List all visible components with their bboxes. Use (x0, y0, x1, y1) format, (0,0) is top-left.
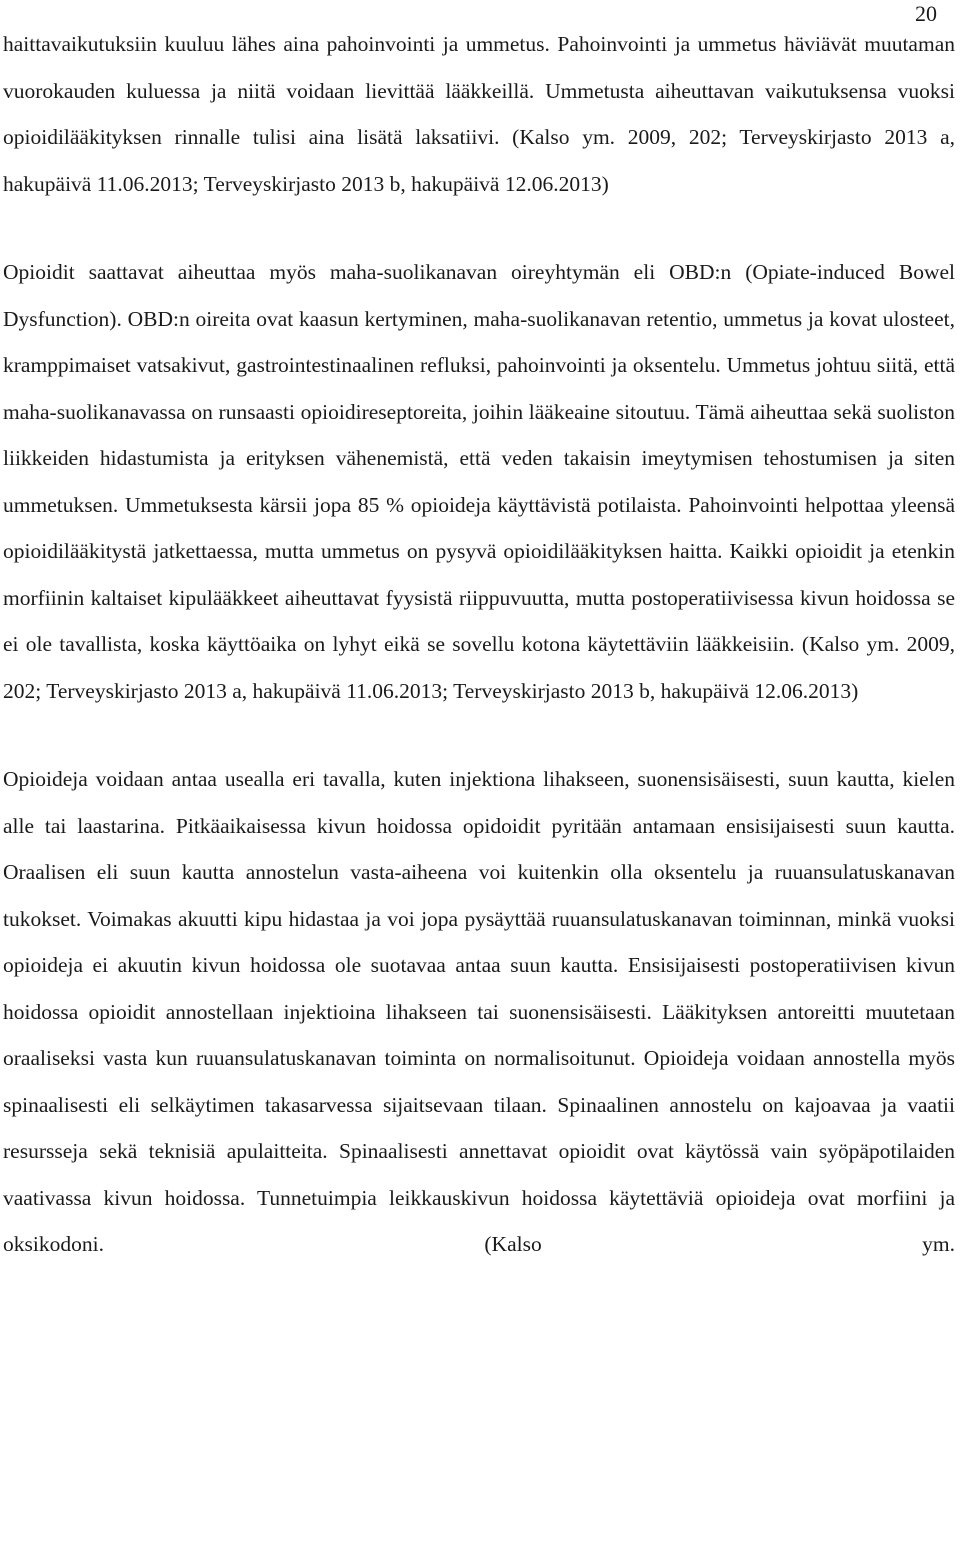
paragraph-administration: Opioideja voidaan antaa usealla eri tavalla, kuten injektiona lihakseen, suonensisäisesti, suun kautta, kielen alle tai laastarina. Pitkäaikaisessa kivun hoidossa opidoidit pyritään antamaan ensisijaisesti suun kautta. Oraalisen eli suun kautta annostelun vasta-aiheena voi kuitenkin olla oksentelu ja ruuansulatuskanavan tukokset. Voimakas akuutti kipu hidastaa ja voi jopa pysäyttää ruuansulatuskanavan toiminnan, minkä vuoksi opioideja ei akuutin kivun hoidossa ole suotavaa antaa suun kautta. Ensisijaisesti postoperatiivisen kivun hoidossa opioidit annostellaan injektioina lihakseen tai suonensisäisesti. Lääkityksen antoreitti muutetaan oraaliseksi vasta kun ruuansulatuskanavan toiminta on normalisoitunut. Opioideja voidaan annostella myös spinaalisesti eli selkäytimen takasarvessa sijaitsevaan tilaan. Spinaalinen annostelu on kajoavaa ja vaatii resursseja sekä teknisiä apulaitteita. Spinaalisesti annettavat opioidit ovat käytössä vain syöpäpotilaiden vaativassa kivun hoidossa. Tunnetuimpia leikkauskivun hoidossa käytettäviä opioideja ovat morfiini ja oksikodoni. (Kalso ym. (3, 767, 955, 1256)
paragraph-obd: Opioidit saattavat aiheuttaa myös maha-suolikanavan oireyhtymän eli OBD:n (Opiate-induced Bowel Dysfunction). OBD:n oireita ovat kaasun kertyminen, maha-suolikanavan retentio, ummetus ja kovat ulosteet, kramppimaiset vatsakivut, gastrointestinaalinen refluksi, pahoinvointi ja oksentelu. Ummetus johtuu siitä, että maha-suolikanavassa on runsaasti opioidireseptoreita, joihin lääkeaine sitoutuu. Tämä aiheuttaa sekä suoliston liikkeiden hidastumista ja erityksen vähenemistä, että veden takaisin imeytymisen tehostumisen ja siten ummetuksen. Ummetuksesta kärsii jopa 85 % opioideja käyttävistä potilaista. Pahoinvointi helpottaa yleensä opioidilääkitystä jatkettaessa, mutta ummetus on pysyvä opioidilääkityksen haitta. Kaikki opioidit ja etenkin morfiinin kaltaiset kipulääkkeet aiheuttavat fyysistä riippuvuutta, mutta postoperatiivisessa kivun hoidossa se ei ole tavallista, koska käyttöaika on lyhyt eikä se sovellu kotona käytettäviin lääkkeisiin. (Kalso ym. 2009, 202; Terveyskirjasto 2013 a, hakupäivä 11.06.2013; Terveyskirjasto 2013 b, hakupäivä 12.06.2013) (3, 260, 955, 703)
document-body (3, 21, 955, 1268)
page-number: 20 (915, 1, 937, 26)
paragraph-side-effects: haittavaikutuksiin kuuluu lähes aina pahoinvointi ja ummetus. Pahoinvointi ja ummetus häviävät muutaman vuorokauden kuluessa ja niitä voidaan lievittää lääkkeillä. Ummetusta aiheuttavan vaikutuksensa vuoksi opioidilääkityksen rinnalle tulisi aina lisätä laksatiivi. (Kalso ym. 2009, 202; Terveyskirjasto 2013 a, hakupäivä 11.06.2013; Terveyskirjasto 2013 b, hakupäivä 12.06.2013) (3, 32, 955, 196)
